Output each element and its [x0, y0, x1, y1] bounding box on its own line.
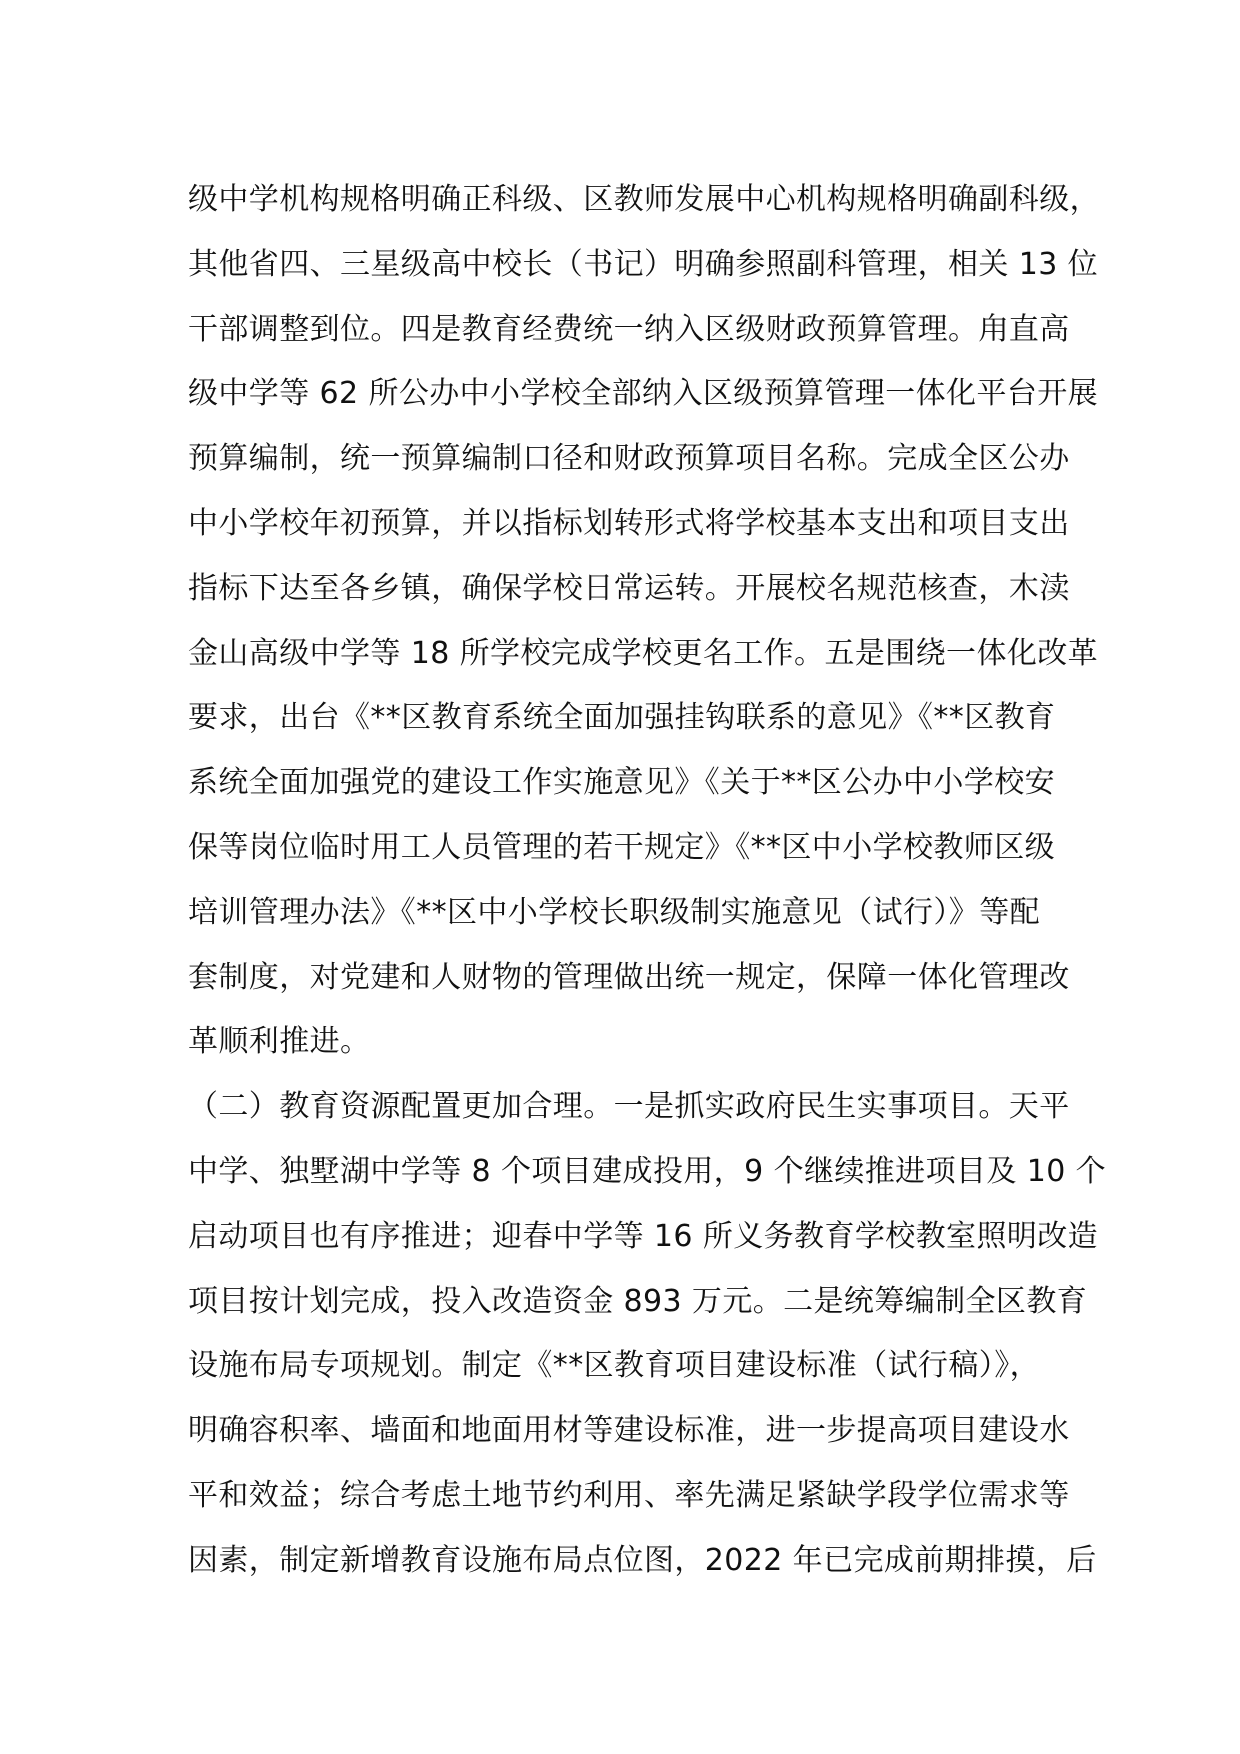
section-heading-line: （二）教育资源配置更加合理。一是抓实政府民生实事项目。天平 — [188, 1089, 1070, 1125]
text-line: 中小学校年初预算，并以指标划转形式将学校基本支出和项目支出 — [188, 505, 1070, 541]
text-line: 设施布局专项规划。制定《**区教育项目建设标准（试行稿）》， — [188, 1348, 1040, 1384]
text-line: 中学、独墅湖中学等 8 个项目建成投用，9 个继续推进项目及 10 个 — [188, 1153, 1107, 1189]
text-line: 其他省四、三星级高中校长（书记）明确参照副科管理，相关 13 位 — [188, 246, 1099, 282]
text-line: 明确容积率、墙面和地面用材等建设标准，进一步提高项目建设水 — [188, 1413, 1070, 1449]
text-line: 因素，制定新增教育设施布局点位图，2022 年已完成前期排摸，后 — [188, 1542, 1097, 1578]
text-line: 金山高级中学等 18 所学校完成学校更名工作。五是围绕一体化改革 — [188, 635, 1099, 671]
text-line: 培训管理办法》《**区中小学校长职级制实施意见（试行）》等配 — [188, 894, 1040, 930]
text-line: 项目按计划完成，投入改造资金 893 万元。二是统筹编制全区教育 — [188, 1283, 1088, 1319]
body-text — [188, 168, 1107, 1594]
text-line: 套制度，对党建和人财物的管理做出统一规定，保障一体化管理改 — [188, 959, 1070, 995]
text-line: 指标下达至各乡镇，确保学校日常运转。开展校名规范核查，木渎 — [188, 570, 1070, 606]
text-line: 启动项目也有序推进；迎春中学等 16 所义务教育学校教室照明改造 — [188, 1218, 1099, 1254]
text-line: 保等岗位临时用工人员管理的若干规定》《**区中小学校教师区级 — [188, 829, 1055, 865]
text-line: 级中学机构规格明确正科级、区教师发展中心机构规格明确副科级， — [188, 182, 1100, 217]
text-line: 平和效益；综合考虑土地节约利用、率先满足紧缺学段学位需求等 — [188, 1477, 1070, 1513]
text-line: 干部调整到位。四是教育经费统一纳入区级财政预算管理。甪直高 — [188, 311, 1070, 347]
text-line: 要求，出台《**区教育系统全面加强挂钩联系的意见》《**区教育 — [188, 700, 1056, 736]
text-line: 革顺利推进。 — [188, 1024, 371, 1060]
text-line: 预算编制，统一预算编制口径和财政预算项目名称。完成全区公办 — [188, 441, 1070, 477]
text-line: 级中学等 62 所公办中小学校全部纳入区级预算管理一体化平台开展 — [188, 376, 1099, 412]
text-line: 系统全面加强党的建设工作实施意见》《关于**区公办中小学校安 — [188, 765, 1055, 801]
